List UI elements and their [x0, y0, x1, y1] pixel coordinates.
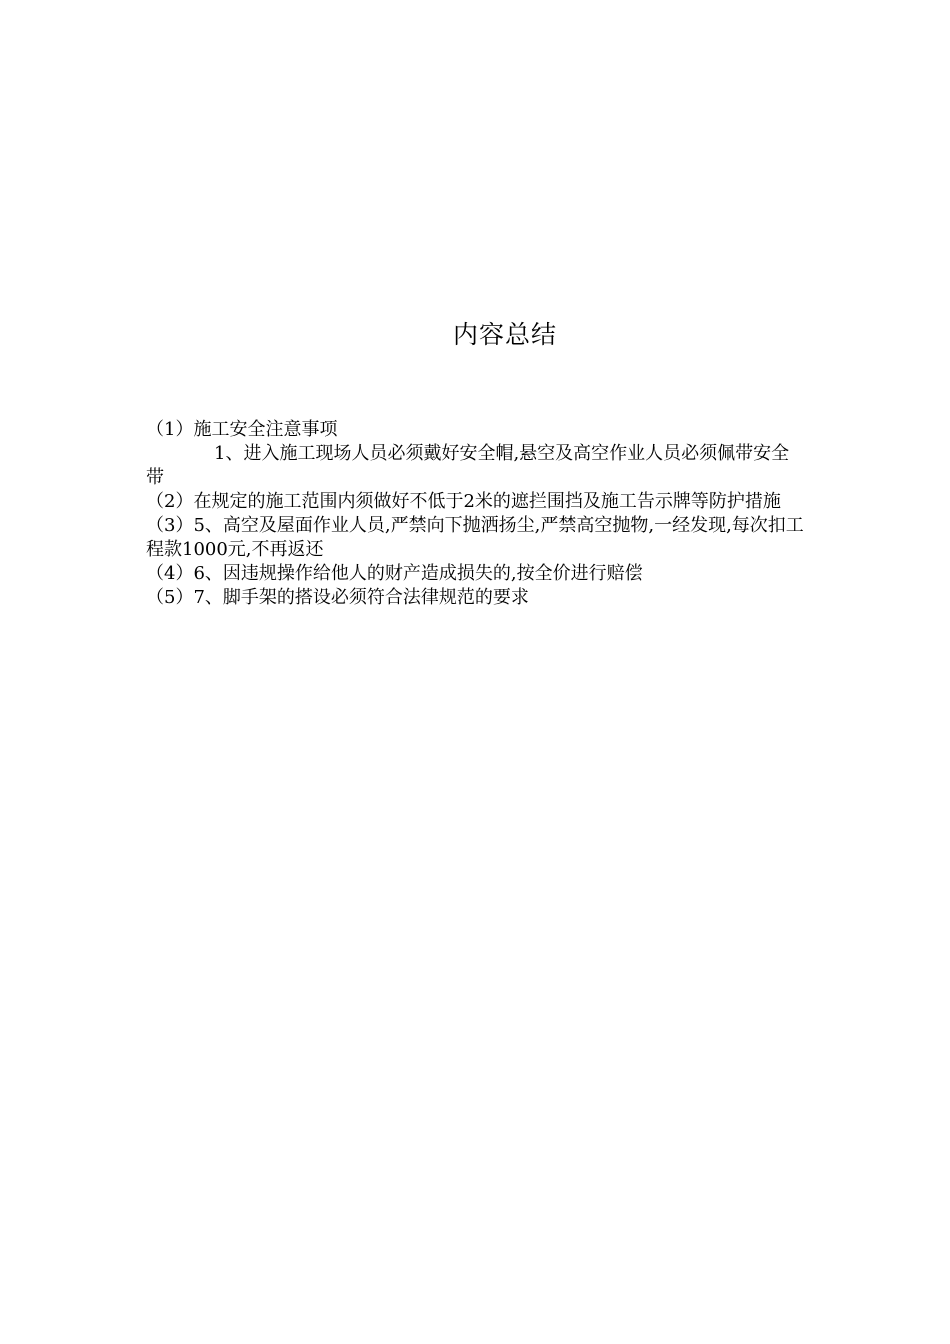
paragraph-item-1: 1、进入施工现场人员必须戴好安全帽,悬空及高空作业人员必须佩带安全带	[146, 443, 790, 488]
section-heading: （1）施工安全注意事项	[146, 419, 338, 440]
document-title: 内容总结	[452, 320, 557, 349]
paragraph-item-4: （4）6、因违规操作给他人的财产造成损失的,按全价进行赔偿	[146, 563, 643, 584]
paragraph-item-2: （2）在规定的施工范围内须做好不低于2米的遮拦围挡及施工告示牌等防护措施	[146, 491, 781, 512]
document-body	[146, 418, 806, 610]
paragraph-item-5: （5）7、脚手架的搭设必须符合法律规范的要求	[146, 587, 529, 608]
paragraph-item-3: （3）5、高空及屋面作业人员,严禁向下抛洒扬尘,严禁高空抛物,一经发现,每次扣工程款1000元,不再返还	[146, 515, 804, 560]
